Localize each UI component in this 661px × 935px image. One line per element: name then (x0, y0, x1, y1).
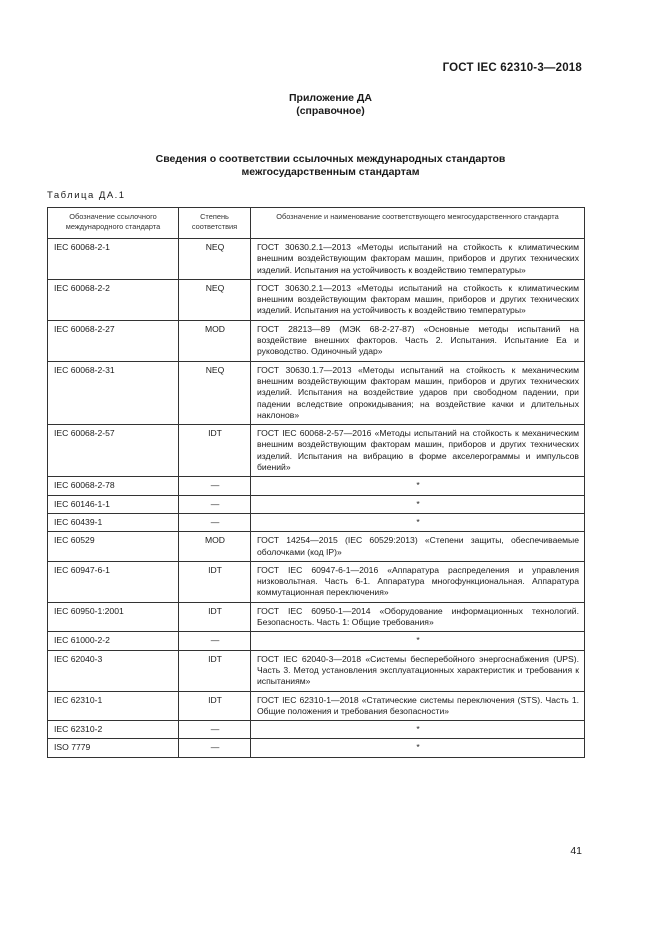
compliance-degree-cell: — (179, 739, 251, 757)
column-header-degree: Степень соответствия (179, 208, 251, 239)
reference-standard-cell: IEC 62310-1 (48, 691, 179, 721)
section-title-line1: Сведения о соответствии ссылочных международных стандартов (155, 153, 506, 165)
reference-standard-cell: IEC 60068-2-27 (48, 320, 179, 361)
table-row (48, 739, 585, 757)
table-row (48, 477, 585, 495)
reference-standard-cell: IEC 60529 (48, 532, 179, 562)
national-standard-cell: ГОСТ IEC 62040-3—2018 «Системы бесперебойного энергоснабжения (UPS). Часть 3. Метод установления эксплуатационных характеристик и требования к испытаниям» (251, 650, 585, 691)
compliance-degree-cell: IDT (179, 602, 251, 632)
table-row (48, 632, 585, 650)
reference-standard-cell: IEC 60950-1:2001 (48, 602, 179, 632)
national-standard-cell: ГОСТ 30630.2.1—2013 «Методы испытаний на стойкость к климатическим внешним воздействующим факторам машин, приборов и других технических изделий. Испытания на устойчивость к воздействию температуры» (251, 279, 585, 320)
compliance-degree-cell: IDT (179, 650, 251, 691)
table-row (48, 721, 585, 739)
annex-heading (0, 92, 661, 118)
reference-standard-cell: IEC 60439-1 (48, 513, 179, 531)
national-standard-cell: ГОСТ 30630.2.1—2013 «Методы испытаний на стойкость к климатическим внешним воздействующим факторам машин, приборов и других технических изделий. Испытания на устойчивость к воздействию температуры» (251, 239, 585, 280)
reference-standard-cell: ISO 7779 (48, 739, 179, 757)
national-standard-cell: ГОСТ 30630.1.7—2013 «Методы испытаний на стойкость к механическим внешним воздействующим факторам машин, приборов и других технических изделий. Испытания на воздействие ударов при свободном падении, при падении вследствие опрокидывания; на воздействие качки и длительных наклонов» (251, 361, 585, 424)
section-title (0, 153, 661, 179)
compliance-degree-cell: NEQ (179, 361, 251, 424)
compliance-degree-cell: — (179, 513, 251, 531)
reference-standard-cell: IEC 60947-6-1 (48, 561, 179, 602)
compliance-degree-cell: NEQ (179, 279, 251, 320)
correspondence-table (47, 207, 585, 758)
national-standard-cell: ГОСТ IEC 60947-6-1—2016 «Аппаратура распределения и управления низковольтная. Часть 6-1. Аппаратура многофункциональная. Аппаратура коммутационная переключения» (251, 561, 585, 602)
table-row (48, 239, 585, 280)
annex-title: Приложение ДА (289, 92, 372, 104)
column-header-national: Обозначение и наименование соответствующего межгосударственного стандарта (251, 208, 585, 239)
reference-standard-cell: IEC 61000-2-2 (48, 632, 179, 650)
compliance-degree-cell: IDT (179, 691, 251, 721)
national-standard-cell: * (251, 632, 585, 650)
reference-standard-cell: IEC 62040-3 (48, 650, 179, 691)
compliance-degree-cell: — (179, 495, 251, 513)
table-body (48, 239, 585, 758)
national-standard-cell: * (251, 495, 585, 513)
reference-standard-cell: IEC 60068-2-2 (48, 279, 179, 320)
compliance-degree-cell: MOD (179, 532, 251, 562)
national-standard-cell: * (251, 721, 585, 739)
column-header-reference: Обозначение ссылочного международного стандарта (48, 208, 179, 239)
compliance-degree-cell: — (179, 477, 251, 495)
table-row (48, 279, 585, 320)
national-standard-cell: * (251, 513, 585, 531)
reference-standard-cell: IEC 60068-2-78 (48, 477, 179, 495)
table-row (48, 691, 585, 721)
national-standard-cell: ГОСТ 14254—2015 (IEC 60529:2013) «Степени защиты, обеспечиваемые оболочками (код IP)» (251, 532, 585, 562)
table-row (48, 650, 585, 691)
table-row (48, 495, 585, 513)
compliance-degree-cell: IDT (179, 425, 251, 477)
national-standard-cell: ГОСТ IEC 60950-1—2014 «Оборудование информационных технологий. Безопасность. Часть 1: Общие требования» (251, 602, 585, 632)
page-number: 41 (570, 845, 582, 857)
compliance-degree-cell: MOD (179, 320, 251, 361)
section-title-line2: межгосударственным стандартам (241, 166, 420, 178)
compliance-degree-cell: NEQ (179, 239, 251, 280)
table-row (48, 513, 585, 531)
reference-standard-cell: IEC 62310-2 (48, 721, 179, 739)
national-standard-cell: * (251, 477, 585, 495)
table-header-row (48, 208, 585, 239)
compliance-degree-cell: IDT (179, 561, 251, 602)
national-standard-cell: ГОСТ IEC 60068-2-57—2016 «Методы испытаний на стойкость к механическим внешним воздействующим факторам машин, приборов и других технических изделий. Испытания на вибрацию в форме акселерограммы и импульсов биений» (251, 425, 585, 477)
reference-standard-cell: IEC 60068-2-57 (48, 425, 179, 477)
table-label: Таблица ДА.1 (47, 190, 126, 201)
table-row (48, 425, 585, 477)
table-row (48, 532, 585, 562)
national-standard-cell: ГОСТ IEC 62310-1—2018 «Статические системы переключения (STS). Часть 1. Общие положения и требования безопасности» (251, 691, 585, 721)
reference-standard-cell: IEC 60068-2-31 (48, 361, 179, 424)
table-row (48, 361, 585, 424)
national-standard-cell: ГОСТ 28213—89 (МЭК 68-2-27-87) «Основные методы испытаний на воздействие внешних факторов. Часть 2. Испытания. Испытание Еа и руководство. Одиночный удар» (251, 320, 585, 361)
table-row (48, 320, 585, 361)
national-standard-cell: * (251, 739, 585, 757)
reference-standard-cell: IEC 60146-1-1 (48, 495, 179, 513)
compliance-degree-cell: — (179, 721, 251, 739)
table-row (48, 602, 585, 632)
compliance-degree-cell: — (179, 632, 251, 650)
annex-subtitle: (справочное) (296, 105, 365, 117)
standard-id-header: ГОСТ IEC 62310-3—2018 (442, 62, 582, 74)
reference-standard-cell: IEC 60068-2-1 (48, 239, 179, 280)
table-row (48, 561, 585, 602)
